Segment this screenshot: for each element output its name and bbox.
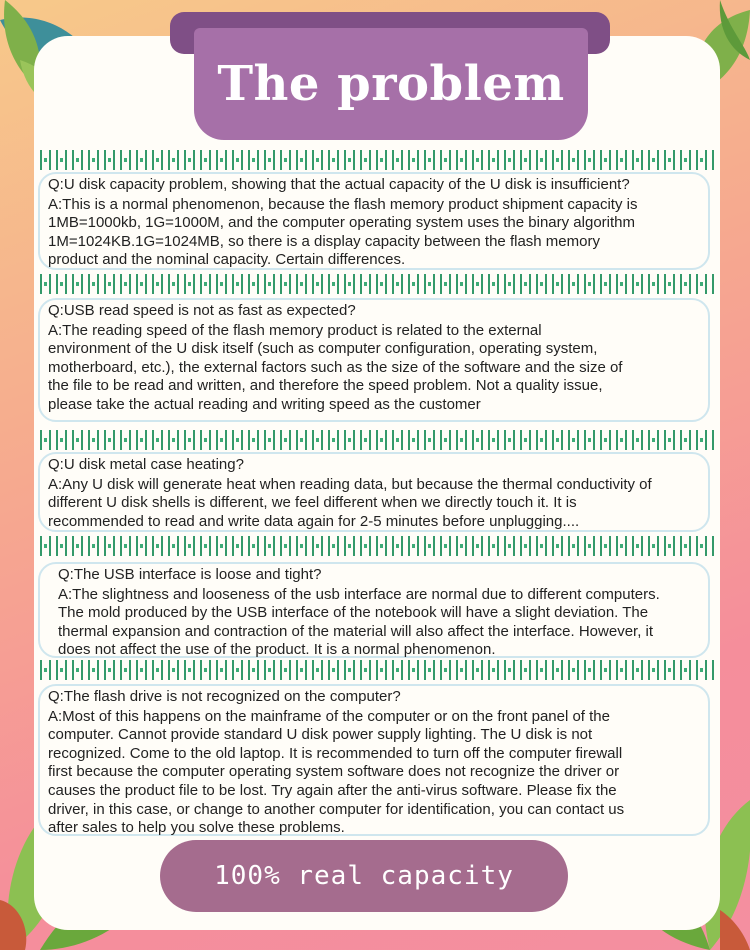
question-text: Q:The flash drive is not recognized on the computer? [48,688,401,705]
pattern-divider [40,536,716,556]
qa-block [38,172,710,270]
qa-block [38,562,710,658]
question-text: Q:The USB interface is loose and tight? [58,566,322,583]
qa-block [38,452,710,532]
answer-text: A:Most of this happens on the mainframe of the computer or on the front panel of the computer. Cannot provide standard U disk power supply lighting. The U disk is not recognized. Come to the old laptop. It is recommended to turn off the computer firewall first because the computer operating system software does not recognize the driver or causes the product file to be lost. Try again after the anti-virus software. Please fix the driver, in this case, or change to another computer for identification, you can contact us after sales to help you solve these problems. [48,707,625,837]
qa-block [38,298,710,422]
answer-text: A:The slightness and looseness of the usb interface are normal due to different computers. The mold produced by the USB interface of the notebook will have a slight deviation. The thermal expansion and contraction of the material will also affect the interface. However, it does not affect the use of the product. It is a normal phenomenon. [58,585,660,659]
answer-text: A:Any U disk will generate heat when reading data, but because the thermal conductivity of different U disk shells is different, we feel different when we directly touch it. It is recommended to read and write data again for 2-5 minutes before unplugging.... [48,475,652,530]
qa-block [38,684,710,836]
title-banner [194,28,588,140]
pattern-divider [40,430,716,450]
question-text: Q:U disk capacity problem, showing that the actual capacity of the U disk is insufficient? [48,176,630,193]
page-title: The problem [217,56,565,112]
pattern-divider [40,660,716,680]
question-text: Q:U disk metal case heating? [48,456,244,473]
pattern-divider [40,274,716,294]
capacity-badge [160,840,568,912]
answer-text: A:The reading speed of the flash memory product is related to the external environment of the U disk itself (such as computer configuration, operating system, motherboard, etc.), the external factors such as the size of the software and the size of the file to be read and written, and therefore the speed problem. Not a quality issue, please take the actual reading and writing speed as the customer [48,321,623,413]
question-text: Q:USB read speed is not as fast as expected? [48,302,356,319]
pattern-divider [40,150,716,170]
answer-text: A:This is a normal phenomenon, because the flash memory product shipment capacity is 1MB=1000kb, 1G=1000M, and the computer operating system uses the binary algorithm 1M=1024KB.1G=1024MB, so there is a display capacity between the flash memory product and the nominal capacity. Certain differences. [48,195,638,269]
capacity-badge-text: 100% real capacity [214,861,514,891]
